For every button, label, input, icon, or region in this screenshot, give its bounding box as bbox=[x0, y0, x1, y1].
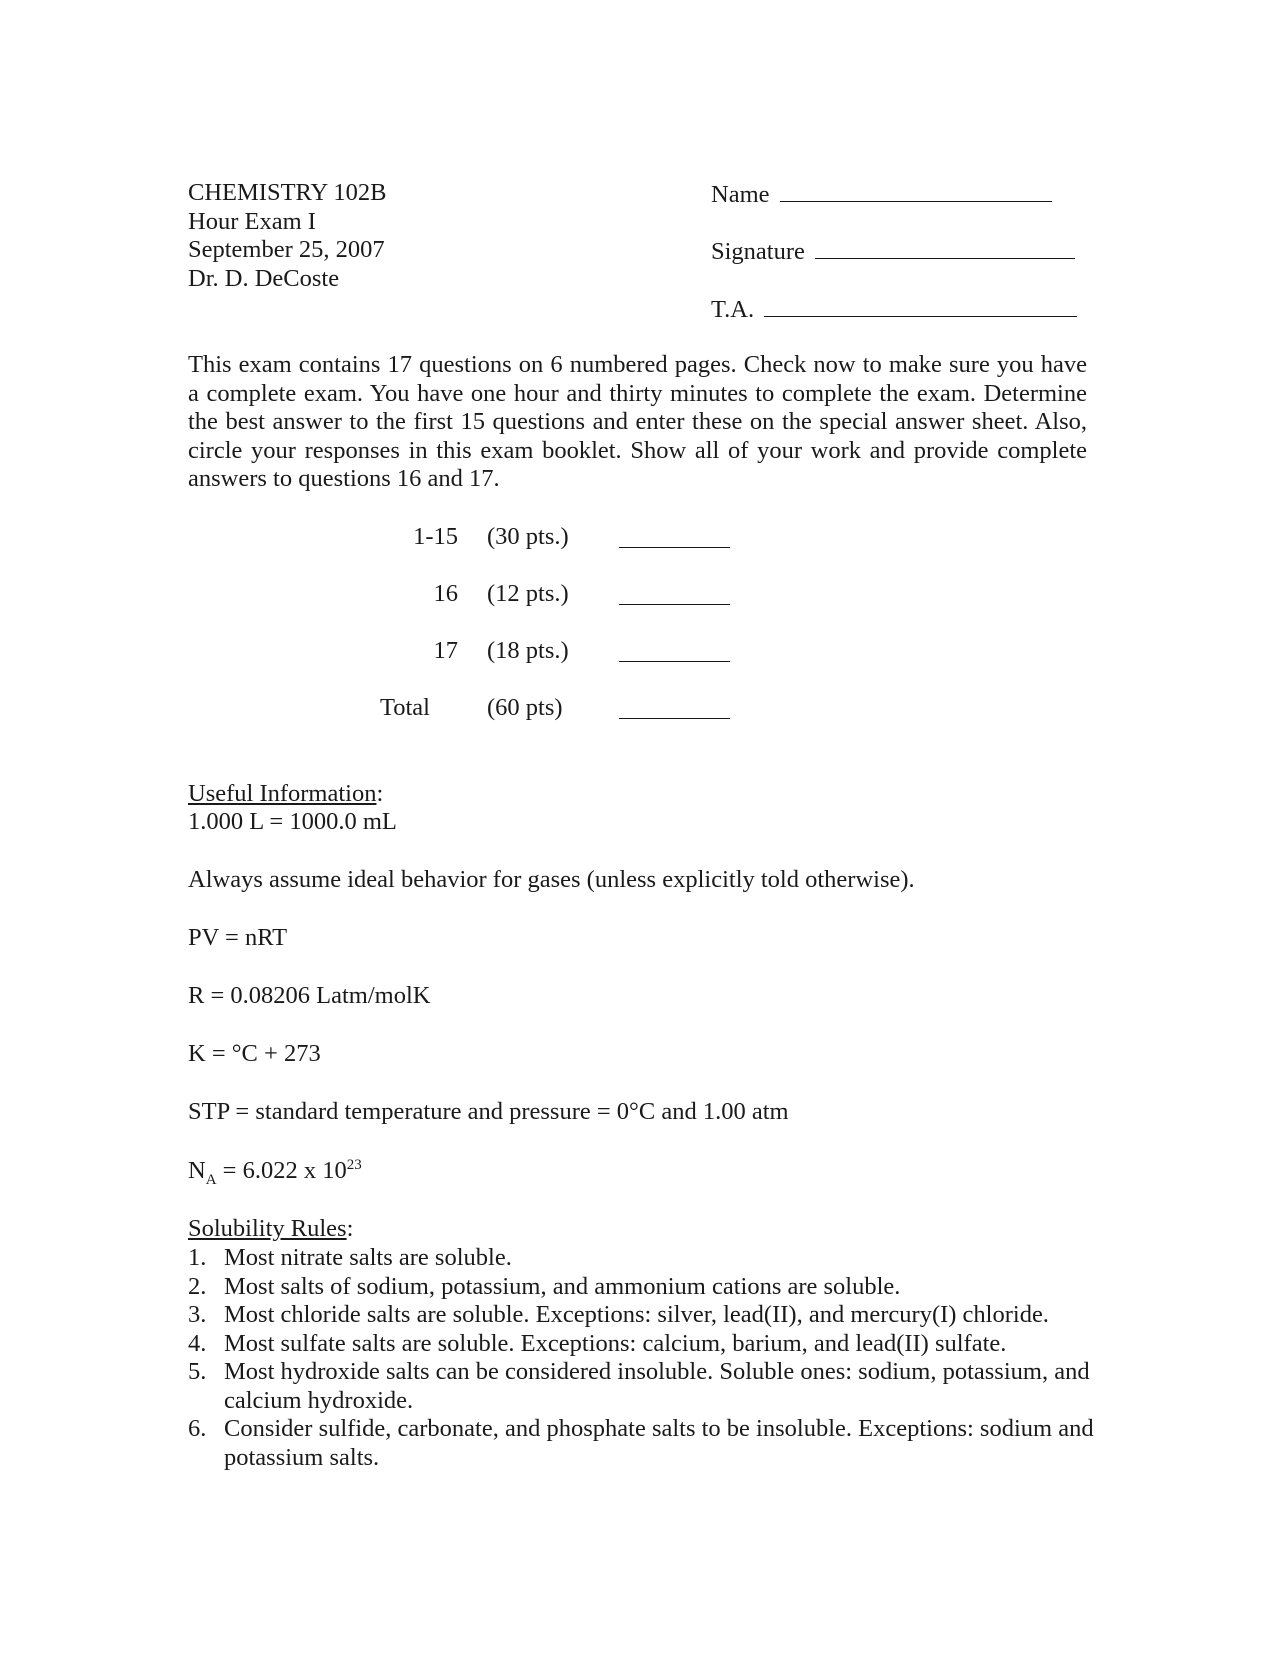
rule-text: Most nitrate salts are soluble. bbox=[224, 1244, 512, 1271]
gas-constant: R = 0.08206 Latm/molK bbox=[188, 982, 431, 1009]
score-points: (18 pts.) bbox=[487, 637, 569, 664]
score-blank[interactable] bbox=[619, 718, 730, 719]
signature-label: Signature bbox=[711, 238, 805, 265]
avogadro-exponent: 23 bbox=[346, 1156, 362, 1173]
score-points: (12 pts.) bbox=[487, 580, 569, 607]
exam-date: September 25, 2007 bbox=[188, 236, 385, 263]
rule-number: 1. bbox=[188, 1244, 207, 1271]
score-item: 16 bbox=[433, 580, 458, 607]
rule-number: 5. bbox=[188, 1358, 207, 1385]
instructor-name: Dr. D. DeCoste bbox=[188, 264, 340, 292]
list-item bbox=[188, 1358, 1128, 1415]
solubility-rules-list bbox=[188, 1244, 1128, 1472]
list-item bbox=[188, 1330, 1128, 1359]
list-item bbox=[188, 1244, 1128, 1273]
rule-number: 4. bbox=[188, 1329, 207, 1357]
signature-blank[interactable] bbox=[815, 236, 1075, 259]
solubility-heading bbox=[188, 1215, 353, 1244]
avogadro-subscript: A bbox=[205, 1171, 217, 1188]
list-item bbox=[188, 1273, 1128, 1302]
list-item bbox=[188, 1301, 1128, 1330]
useful-info-heading bbox=[188, 780, 383, 809]
score-item: 17 bbox=[433, 637, 458, 664]
score-blank[interactable] bbox=[619, 547, 730, 548]
rule-number: 6. bbox=[188, 1415, 207, 1442]
avogadro-symbol: N bbox=[188, 1157, 206, 1184]
name-field[interactable] bbox=[711, 179, 1052, 210]
score-item: 1-15 bbox=[413, 523, 458, 550]
list-item bbox=[188, 1415, 1128, 1472]
useful-info-heading-text: Useful Information bbox=[188, 780, 377, 807]
useful-info-colon: : bbox=[376, 780, 384, 807]
name-label: Name bbox=[711, 181, 770, 208]
ta-field[interactable] bbox=[711, 294, 1077, 325]
rule-text: Most hydroxide salts can be considered insoluble. Soluble ones: sodium, potassium, and calcium hydroxide. bbox=[224, 1358, 1090, 1414]
course-title: CHEMISTRY 102B bbox=[188, 179, 387, 206]
ta-blank[interactable] bbox=[764, 294, 1077, 317]
exam-instructions: This exam contains 17 questions on 6 numbered pages. Check now to make sure you have a complete exam. You have one hour and thirty minutes to complete the exam. Determine the best answer to the first 15 questions and enter these on the special answer sheet. Also, circle your responses in this exam booklet. Show all of your work and provide complete answers to questions 16 and 17. bbox=[188, 351, 1087, 492]
avogadro-number bbox=[188, 1157, 362, 1186]
exam-header bbox=[188, 179, 387, 293]
kelvin-conversion: K = °C + 273 bbox=[188, 1040, 321, 1067]
name-blank[interactable] bbox=[780, 179, 1052, 202]
signature-field[interactable] bbox=[711, 236, 1075, 267]
rule-number: 2. bbox=[188, 1272, 207, 1300]
solubility-colon: : bbox=[346, 1215, 354, 1242]
score-item: Total bbox=[380, 694, 430, 721]
rule-text: Most chloride salts are soluble. Exceptions: silver, lead(II), and mercury(I) chloride. bbox=[224, 1301, 1049, 1328]
score-points: (30 pts.) bbox=[487, 523, 569, 550]
exam-title: Hour Exam I bbox=[188, 207, 316, 235]
score-points: (60 pts) bbox=[487, 694, 563, 721]
rule-number: 3. bbox=[188, 1301, 207, 1328]
solubility-heading-text: Solubility Rules bbox=[188, 1215, 347, 1242]
rule-text: Consider sulfide, carbonate, and phosphate salts to be insoluble. Exceptions: sodium and potassium salts. bbox=[224, 1415, 1094, 1471]
score-blank[interactable] bbox=[619, 661, 730, 662]
avogadro-value: = 6.022 x 10 bbox=[216, 1157, 347, 1184]
volume-conversion: 1.000 L = 1000.0 mL bbox=[188, 808, 397, 835]
rule-text: Most sulfate salts are soluble. Exceptions: calcium, barium, and lead(II) sulfate. bbox=[224, 1329, 1007, 1357]
rule-text: Most salts of sodium, potassium, and ammonium cations are soluble. bbox=[224, 1272, 901, 1300]
score-blank[interactable] bbox=[619, 604, 730, 605]
ta-label: T.A. bbox=[711, 296, 755, 323]
ideal-gas-law: PV = nRT bbox=[188, 924, 288, 951]
ideal-gas-note: Always assume ideal behavior for gases (unless explicitly told otherwise). bbox=[188, 866, 915, 893]
stp-definition: STP = standard temperature and pressure = 0°C and 1.00 atm bbox=[188, 1098, 789, 1125]
